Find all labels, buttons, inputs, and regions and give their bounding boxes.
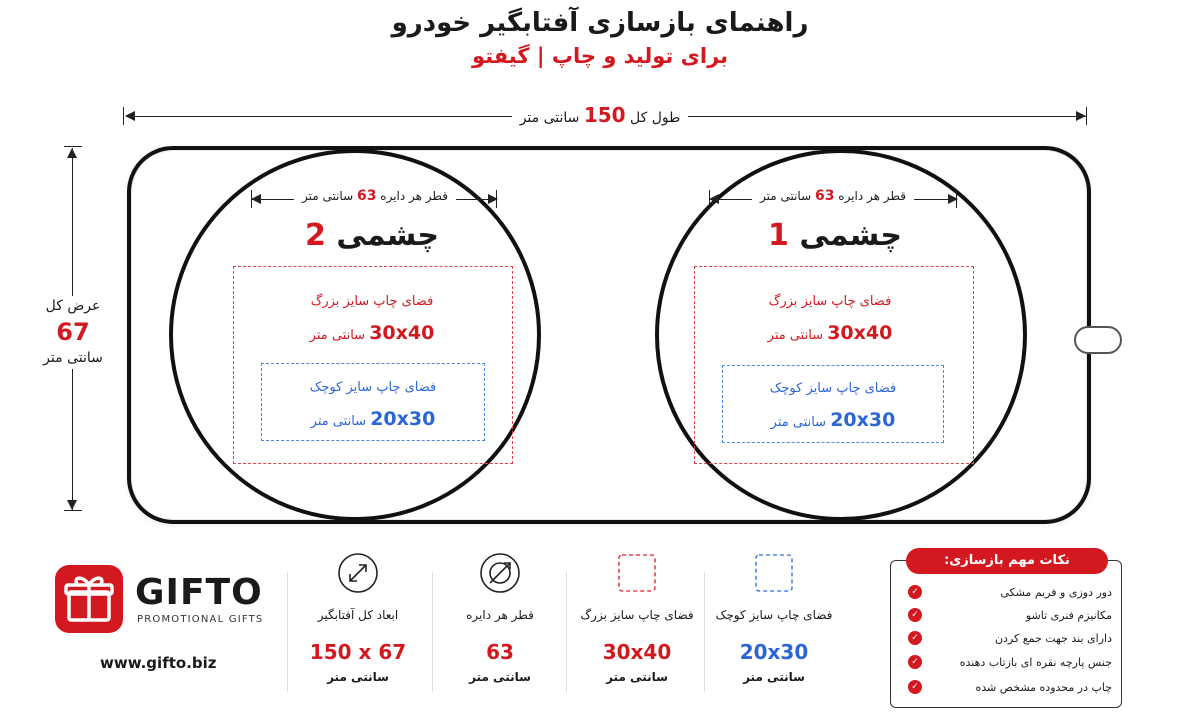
width-prefix: عرض کل (45, 298, 101, 314)
page-title: راهنمای بازسازی آفتابگیر خودرو (391, 8, 809, 38)
large-print-size-line (720, 315, 940, 351)
red-dashed-square-icon (616, 552, 658, 594)
small-print-label: فضای چاپ سایز کوچک (309, 380, 437, 395)
small-print-label: فضای چاپ سایز کوچک (769, 381, 897, 396)
spec-unit: سانتی متر (327, 670, 389, 684)
diameter-prefix: قطر هر دایره (838, 189, 907, 203)
diameter-unit: سانتی متر (301, 189, 354, 203)
total-length-label (480, 103, 720, 127)
website-link[interactable]: www.gifto.biz (100, 654, 217, 672)
small-print-size-line (723, 402, 943, 438)
eye-2-small-print-text (263, 376, 483, 437)
spec-label: فضای چاپ سایز بزرگ (580, 608, 694, 622)
resize-arrows-icon (337, 552, 379, 594)
eye-2-title (252, 218, 492, 253)
note-item (902, 675, 1112, 699)
note-text: دور دوزی و فریم مشکی (1000, 585, 1112, 599)
note-text: دارای بند جهت جمع کردن (994, 631, 1112, 645)
length-tick-left (123, 107, 124, 125)
eye-1-diameter-label (703, 188, 963, 204)
diameter-value: 63 (356, 188, 377, 204)
eye-2-diameter-label (245, 188, 505, 204)
small-print-unit: سانتی متر (770, 414, 827, 430)
large-print-size: 30x40 (369, 321, 435, 344)
small-print-size: 20x30 (830, 408, 896, 431)
length-value: 150 (583, 103, 626, 127)
diameter-prefix: قطر هر دایره (380, 189, 449, 203)
brand-name: GIFTO (135, 572, 263, 613)
check-icon: ✓ (908, 608, 922, 622)
eye-title-number: 1 (768, 218, 789, 253)
width-tick-bottom (64, 510, 82, 511)
length-unit: سانتی متر (519, 110, 580, 126)
note-text: مکانیزم فنری تاشو (1025, 608, 1112, 622)
note-item (902, 603, 1112, 627)
notes-title: نکات مهم بازسازی: (906, 548, 1108, 574)
arrow-up-icon (67, 148, 77, 158)
large-print-unit: سانتی متر (767, 327, 824, 343)
eye-1-small-print-text (723, 377, 943, 438)
width-tick-top (64, 146, 82, 147)
arrow-right-icon (1076, 111, 1086, 121)
note-item (902, 626, 1112, 650)
note-text: جنس پارچه نقره ای بازتاب دهنده (959, 655, 1112, 669)
check-icon: ✓ (908, 631, 922, 645)
arrow-down-icon (67, 500, 77, 510)
check-icon: ✓ (908, 585, 922, 599)
spec-small-print-area (704, 552, 844, 684)
check-icon: ✓ (908, 680, 922, 694)
spec-value: 30x40 (602, 640, 672, 664)
spec-large-print-area (567, 552, 707, 684)
page-subtitle: برای تولید و چاپ | گیفتو (471, 44, 729, 68)
large-print-label: فضای چاپ سایز بزرگ (768, 294, 892, 309)
spec-label: قطر هر دایره (466, 608, 534, 622)
spec-label: ابعاد کل آفتابگیر (317, 608, 399, 622)
spec-unit: سانتی متر (606, 670, 668, 684)
small-print-size: 20x30 (370, 407, 436, 430)
eye-title-word: چشمی (336, 218, 439, 253)
small-print-unit: سانتی متر (310, 413, 367, 429)
note-item (902, 650, 1112, 674)
eye-title-word: چشمی (799, 218, 902, 253)
large-print-size: 30x40 (827, 321, 893, 344)
small-print-size-line (263, 401, 483, 437)
eye-2-large-print-text (262, 290, 482, 351)
width-unit: سانتی متر (43, 350, 103, 367)
eye-1-title (715, 218, 955, 253)
length-tick-right (1086, 107, 1087, 125)
spec-value: 150 x 67 (309, 640, 407, 664)
spec-circle-diameter (430, 552, 570, 684)
spec-unit: سانتی متر (743, 670, 805, 684)
spec-label: فضای چاپ سایز کوچک (715, 608, 833, 622)
diameter-unit: سانتی متر (759, 189, 812, 203)
eye-1-large-print-text (720, 290, 940, 351)
width-value: 67 (56, 318, 90, 346)
check-icon: ✓ (908, 655, 922, 669)
spec-overall-dimensions (288, 552, 428, 684)
spec-value: 63 (486, 640, 514, 664)
length-prefix: طول کل (630, 110, 681, 126)
gift-box-logo-icon (55, 565, 123, 633)
total-width-label (28, 296, 118, 369)
brand-tagline: PROMOTIONAL GIFTS (137, 614, 264, 625)
large-print-label: فضای چاپ سایز بزرگ (310, 294, 434, 309)
note-text: چاپ در محدوده مشخص شده (975, 680, 1112, 694)
arrow-left-icon (125, 111, 135, 121)
large-print-size-line (262, 315, 482, 351)
large-print-unit: سانتی متر (309, 327, 366, 343)
blue-dashed-square-icon (753, 552, 795, 594)
note-item (902, 580, 1112, 604)
spec-unit: سانتی متر (469, 670, 531, 684)
strap-loop (1074, 326, 1122, 354)
eye-title-number: 2 (305, 218, 326, 253)
diameter-value: 63 (814, 188, 835, 204)
diameter-icon (479, 552, 521, 594)
spec-value: 20x30 (739, 640, 809, 664)
